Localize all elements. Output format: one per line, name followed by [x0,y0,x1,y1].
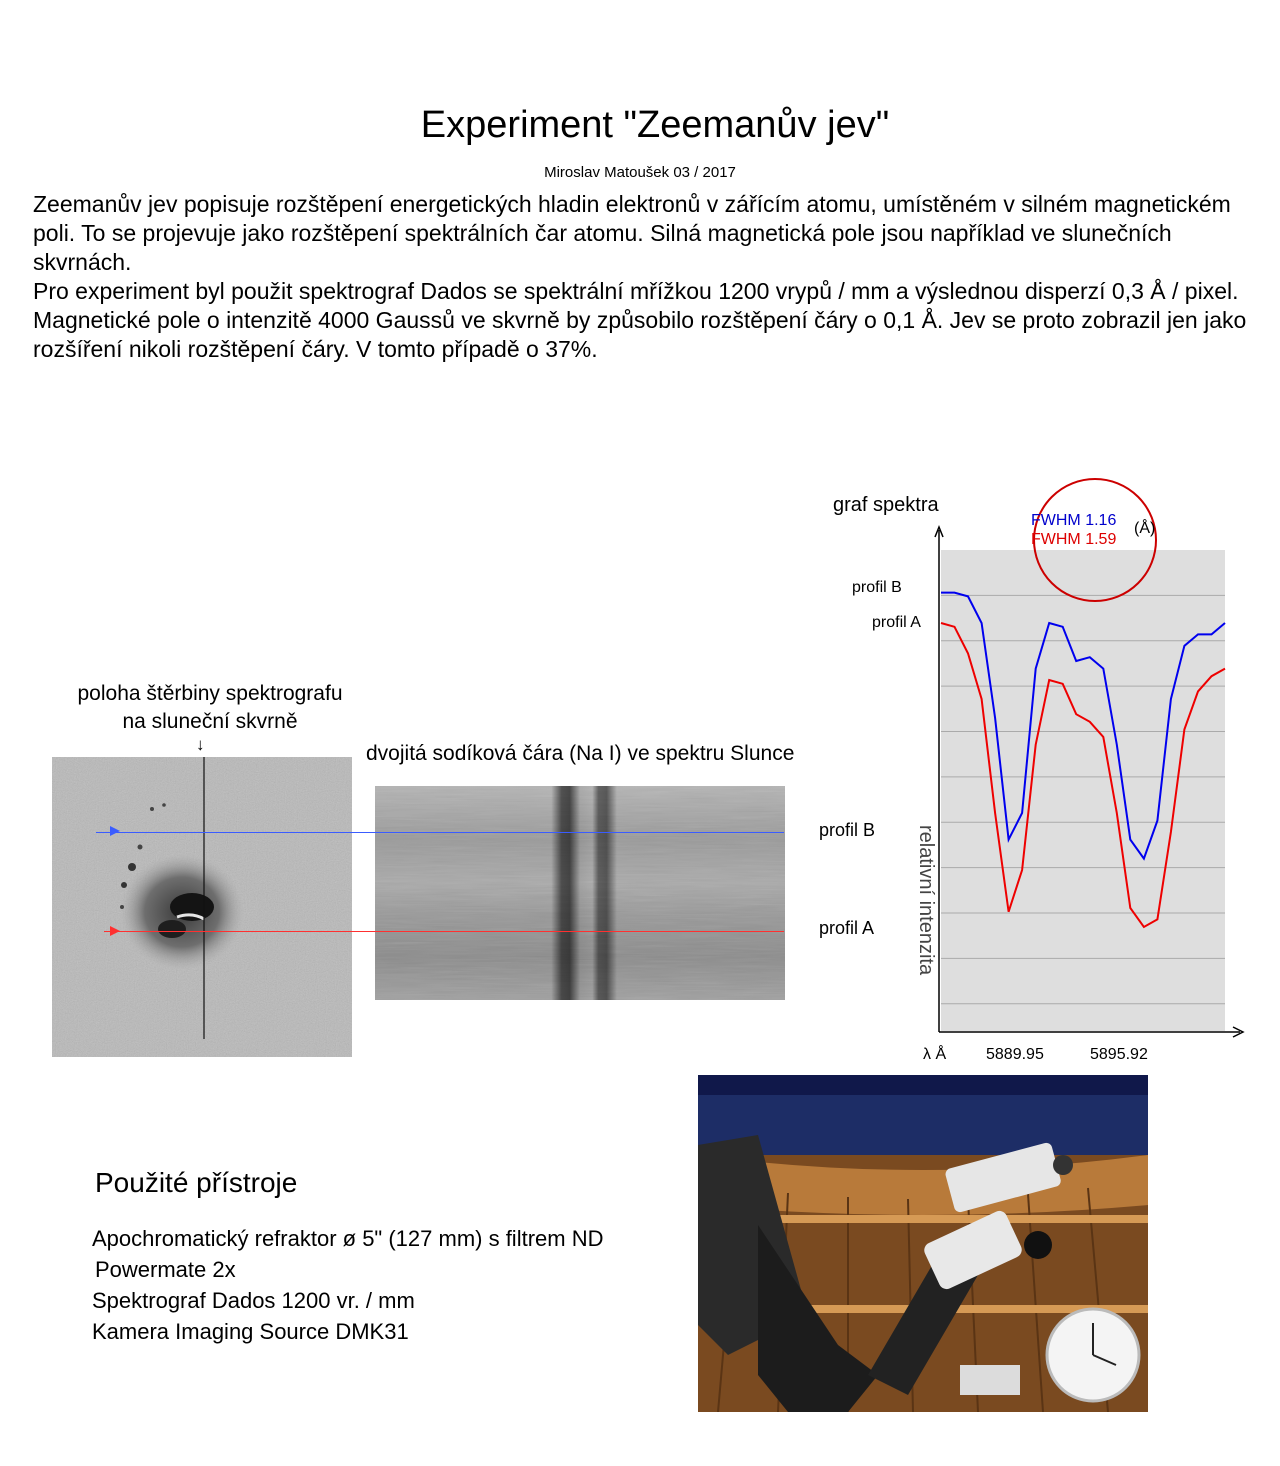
series-label-profile-b: profil B [852,579,902,596]
fwhm-unit-label: (Å) [1134,520,1156,537]
sodium-spectrum-image [375,786,785,1000]
instruments-list [92,1223,603,1347]
intro-paragraph: Pro experiment byl použit spektrograf Dados se spektrální mřížkou 1200 vrypů / mm a výslednou disperzí 0,3 Å / pixel. Magnetické pole o intenzitě 4000 Gaussů ve skvrně by způsobilo rozštěpení čáry o 0,1 Å. Jev se proto zobrazil jen jako rozšíření nikoli rozštěpení čáry. V tomto případě o 37%. [33,278,1247,362]
down-arrow-icon: ↓ [196,735,205,754]
slit-position-label [40,680,380,736]
arrow-right-icon [110,926,120,936]
series-label-profile-a: profil A [872,614,921,631]
slit-label-line: na sluneční skvrně [122,710,298,733]
x-axis-label: λ Å [923,1046,947,1063]
profile-a-label: profil A [819,918,875,938]
intro-text [33,190,1248,364]
chart-grid [941,550,1225,1031]
slit-label-line: poloha štěrbiny spektrografu [77,682,343,705]
instrument-item: Powermate 2x [95,1257,236,1282]
x-tick-label: 5889.95 [986,1046,1044,1063]
chart-title: graf spektra [833,494,939,516]
intro-paragraph: Zeemanův jev popisuje rozštěpení energetických hladin elektronů v zářícím atomu, umístěném v silném magnetickém poli. To se projevuje jako rozštěpení spektrálních čar atomu. Silná magnetická pole jsou například ve slunečních skvrnách. [33,191,1231,275]
y-axis-label: relativní intenzita [915,825,937,976]
sunspot-image [52,757,352,1057]
arrow-right-icon [110,826,120,836]
instrument-item: Apochromatický refraktor ø 5" (127 mm) s filtrem ND [92,1226,604,1251]
instruments-title: Použité přístroje [95,1167,298,1198]
equipment-photo [698,1075,1148,1412]
fwhm-red-label: FWHM 1.59 [1031,531,1117,548]
instrument-item: Kamera Imaging Source DMK31 [92,1319,409,1344]
spectrum-chart [820,455,1260,1075]
instrument-item: Spektrograf Dados 1200 vr. / mm [92,1288,415,1313]
author-line: Miroslav Matoušek 03 / 2017 [544,164,736,181]
fwhm-blue-label: FWHM 1.16 [1031,512,1117,529]
profile-b-slit-line [96,832,784,833]
sodium-line-label: dvojitá sodíková čára (Na I) ve spektru Slunce [366,742,795,765]
page-title: Experiment "Zeemanův jev" [420,104,890,146]
profile-a-slit-line [104,931,784,932]
x-tick-label: 5895.92 [1090,1046,1148,1063]
profile-b-label: profil B [819,820,876,840]
